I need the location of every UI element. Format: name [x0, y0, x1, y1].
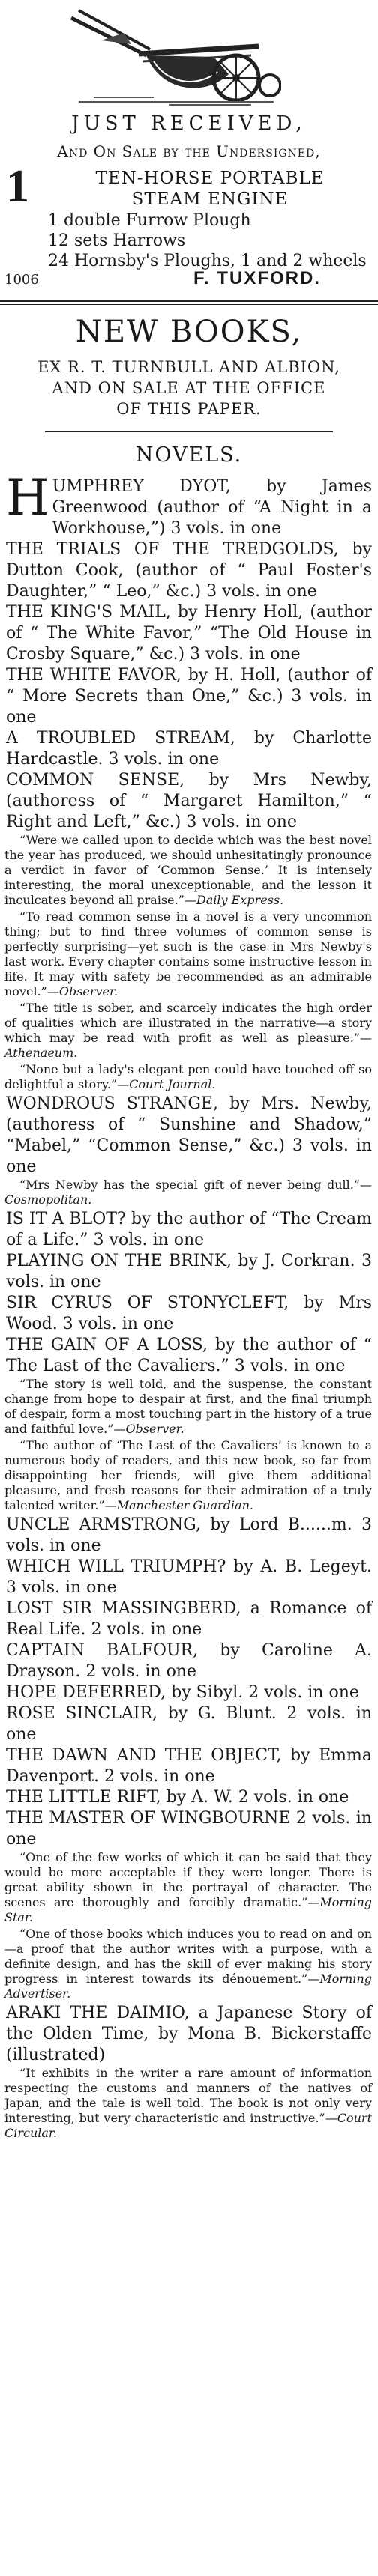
drop-capital: H [6, 469, 50, 527]
divider-rule [0, 304, 378, 305]
novel-entry [4, 1598, 372, 1640]
review-source: Observer. [58, 984, 118, 998]
novels-section-heading: NOVELS. [135, 443, 243, 467]
review-text: “Were we called upon to decide which was the best novel the year has produced, we should unhesitatingly pronounce a verdict in favor of ‘Common Sense.’ It is intensely interesting, the moral unexceptionable, and the lesson it inculcates beyond all praise.”— [4, 833, 372, 907]
review-source: Daily Express. [196, 893, 284, 907]
divider-rule [0, 300, 378, 302]
divider-rule [45, 431, 333, 432]
review-text: “The story is well told, and the suspense, the constant change from hope to despair at first, and the final triumph of despair, form a most touching part in the history of a true and faithful love.”— [4, 1377, 372, 1436]
novel-entry [4, 1293, 372, 1335]
novel-entry-text: ROSE SINCLAIR, by G. Blunt. 2 vols. in one [6, 1704, 372, 1744]
novel-entry [4, 1808, 372, 1850]
press-review-quote [4, 1001, 372, 1061]
novel-entry [4, 1787, 372, 1808]
review-text: “One of those books which induces you to read on and on—a proof that the author writes with a purpose, with a definite design, and has the skill of ever making his story progress in interest towards its dénouement.”— [4, 1927, 372, 1986]
novel-entry-text: HOPE DEFERRED, by Sibyl. 2 vols. in one [6, 1683, 359, 1702]
novel-entry [4, 539, 372, 602]
novel-entry [4, 602, 372, 665]
novel-entry [4, 1209, 372, 1251]
novel-entry-text: LOST SIR MASSINGBERD, a Romance of Real Life. 2 vols. in one [6, 1599, 372, 1639]
novel-entry-text: THE TRIALS OF THE TREDGOLDS, by Dutton Cook, (author of “ Paul Foster's Daughter,” “ Leo,” &c.) 3 vols. in one [6, 540, 372, 601]
press-review-quote [4, 2066, 372, 2141]
novel-entry [4, 1557, 372, 1598]
novel-entry [4, 1094, 372, 1178]
engine-quantity: 1 [6, 161, 29, 212]
press-review-quote [4, 1438, 372, 1513]
on-sale-subheading: And On Sale by the Undersigned, [57, 142, 321, 160]
engine-title-line-2: STEAM ENGINE [131, 190, 289, 209]
novel-entry-text: WHICH WILL TRIUMPH? by A. B. Legeyt. 3 vols. in one [6, 1557, 372, 1597]
advertisement-number: 1006 [4, 272, 39, 288]
new-books-heading: NEW BOOKS, [75, 315, 303, 349]
review-text: “One of the few works of which it can be said that they would be more acceptable if they were longer. There is great ability shown in the portrayal of character. The scenes are thoroughly and forcibly dramatic.”— [4, 1850, 372, 1909]
review-source: Manchester Guardian. [116, 1498, 254, 1512]
novel-entry [4, 1515, 372, 1557]
review-text: “Mrs Newby has the special gift of never being dull.”— [20, 1178, 372, 1192]
novel-entry-text: IS IT A BLOT? by the author of “The Cream of a Life.” 3 vols. in one [6, 1210, 372, 1249]
advertiser-name: F. TUXFORD. [194, 268, 321, 288]
novel-entry [4, 770, 372, 833]
review-source: Court Journal. [129, 1077, 216, 1091]
novel-entry-text: UNCLE ARMSTRONG, by Lord B......m. 3 vols. in one [6, 1515, 372, 1555]
novel-entry [4, 1335, 372, 1377]
press-review-quote [4, 909, 372, 999]
novel-entry-text: THE DAWN AND THE OBJECT, by Emma Davenport. 2 vols. in one [6, 1746, 372, 1786]
novel-entry [4, 469, 372, 539]
inventory-item: 24 Hornsby's Ploughs, 1 and 2 wheels [48, 252, 367, 270]
press-review-quote [4, 833, 372, 908]
novel-entry [4, 2003, 372, 2066]
press-review-quote [4, 1850, 372, 1925]
new-books-subline: EX R. T. TURNBULL AND ALBION, [38, 358, 340, 376]
novel-entry [4, 1682, 372, 1703]
inventory-item: 12 sets Harrows [48, 231, 186, 250]
review-source: Observer. [125, 1422, 184, 1436]
just-received-heading: JUST RECEIVED, [71, 112, 307, 135]
review-source: Cosmopolitan. [4, 1192, 92, 1207]
review-text: “It exhibits in the writer a rare amount of information respecting the customs and manners of the natives of Japan, and the tale is well told. The book is not only very interesting, but very characteristic and instructive.”— [4, 2066, 372, 2125]
novel-entry-text: THE WHITE FAVOR, by H. Holl, (author of “ More Secrets than One,” &c.) 3 vols. in one [6, 666, 372, 727]
novel-entry [4, 665, 372, 728]
review-text: “To read common sense in a novel is a very uncommon thing; but to find three volumes of common sense is perfectly surprising—yet such is the case in Mrs Newby's last work. Every chapter contains some instructive lesson in life. It may with safety be recommended as an admirable novel.”— [4, 909, 372, 998]
novel-entry [4, 1745, 372, 1787]
novel-entry-text: SIR CYRUS OF STONYCLEFT, by Mrs Wood. 3 vols. in one [6, 1294, 372, 1333]
press-review-quote [4, 1062, 372, 1092]
review-source: Morning Star. [4, 1895, 372, 1924]
press-review-quote [4, 1377, 372, 1437]
review-source: Court Circular. [4, 2111, 372, 2140]
new-books-subline: OF THIS PAPER. [116, 400, 262, 418]
review-source: Morning Advertiser. [4, 1972, 372, 2001]
novel-entry [4, 1640, 372, 1682]
review-source: Athenaeum. [4, 1046, 78, 1060]
novel-entry [4, 1251, 372, 1293]
novel-entry-text: ARAKI THE DAIMIO, a Japanese Story of the Olden Time, by Mona B. Bickerstaffe (illustrated) [6, 2004, 372, 2064]
novel-entry-text: THE KING'S MAIL, by Henry Holl, (author of “ The White Favor,” “The Old House in Crosby Square,” &c.) 3 vols. in one [6, 603, 372, 664]
engine-advertisement [0, 0, 378, 303]
novel-entry-text: THE GAIN OF A LOSS, by the author of “ The Last of the Cavaliers.” 3 vols. in one [6, 1336, 372, 1375]
plough-engraving-illustration [56, 3, 281, 108]
review-text: “The title is sober, and scarcely indicates the high order of qualities which are illustrated in the narrative—a story which may be read with profit as well as pleasure.”— [4, 1001, 372, 1045]
novel-entry-text: UMPHREY DYOT, by James Greenwood (author of “A Night in a Workhouse,”) 3 vols. in one [52, 477, 372, 538]
novel-entry [4, 1703, 372, 1745]
novel-entry-text: A TROUBLED STREAM, by Charlotte Hardcastle. 3 vols. in one [6, 729, 372, 769]
novel-entry-text: THE MASTER OF WINGBOURNE 2 vols. in one [6, 1809, 372, 1849]
new-books-subline: AND ON SALE AT THE OFFICE [52, 379, 326, 397]
novels-list [4, 469, 372, 2142]
press-review-quote [4, 1178, 372, 1207]
novel-entry-text: THE LITTLE RIFT, by A. W. 2 vols. in one [6, 1788, 350, 1807]
engine-title-line-1: TEN-HORSE PORTABLE [95, 169, 325, 188]
novel-entry [4, 728, 372, 770]
novel-entry-text: PLAYING ON THE BRINK, by J. Corkran. 3 vols. in one [6, 1252, 372, 1291]
novel-entry-text: COMMON SENSE, by Mrs Newby, (authoress of “ Margaret Hamilton,” “ Right and Left,” &c.) 3 vols. in one [6, 771, 372, 831]
press-review-quote [4, 1927, 372, 2001]
novel-entry-text: CAPTAIN BALFOUR, by Caroline A. Drayson. 2 vols. in one [6, 1641, 372, 1681]
novel-entry-text: WONDROUS STRANGE, by Mrs. Newby, (authoress of “ Sunshine and Shadow,” “Mabel,” “Common Sense,” &c.) 3 vols. in one [6, 1094, 372, 1176]
review-text: “The author of ‘The Last of the Cavaliers’ is known to a numerous body of readers, and this new book, so far from disappointing her friends, will give them additional pleasure, and fresh reasons for their admiration of a truly talented writer.”— [4, 1438, 372, 1512]
review-text: “None but a lady's elegant pen could have touched off so delightful a story.”— [4, 1062, 372, 1091]
inventory-item: 1 double Furrow Plough [48, 211, 251, 230]
